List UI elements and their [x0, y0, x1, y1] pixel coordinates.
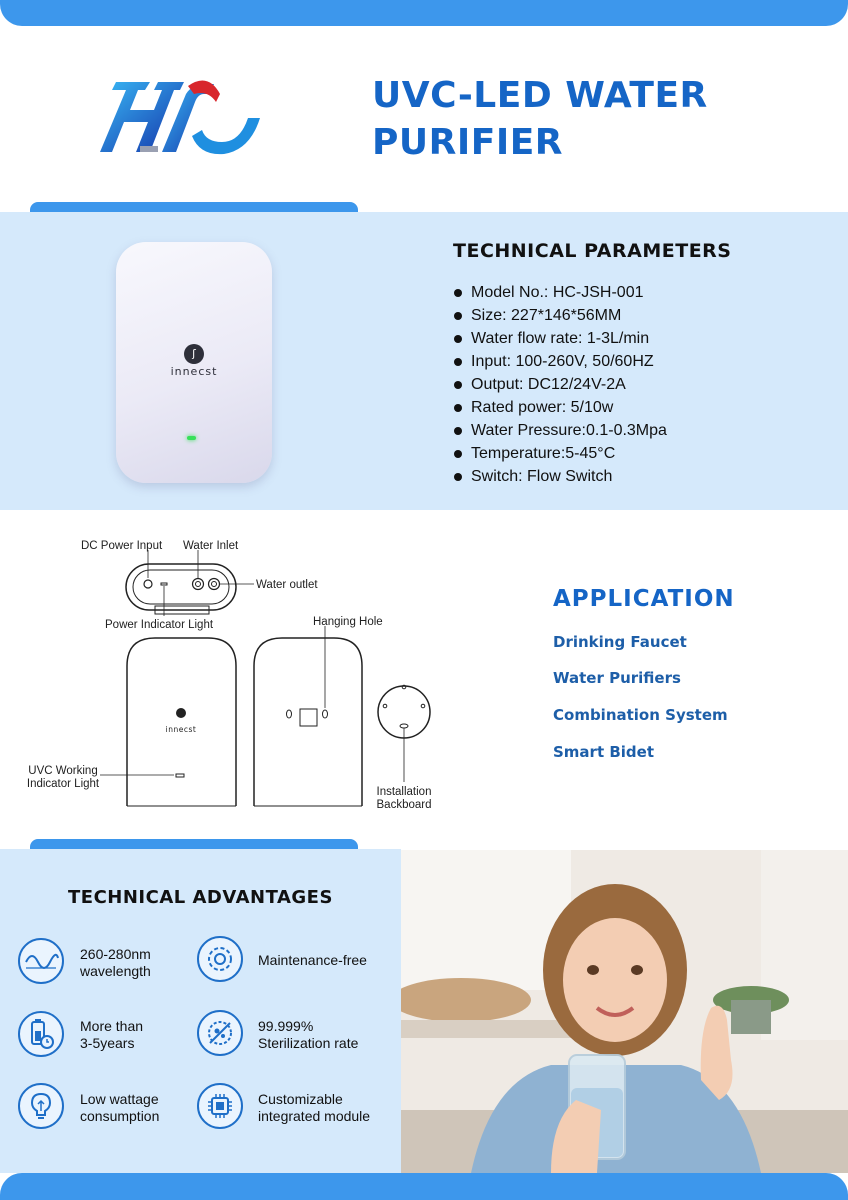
list-item: Input: 100-260V, 50/60HZ — [452, 350, 812, 373]
top-decorative-bar — [0, 0, 848, 26]
parameters-heading: TECHNICAL PARAMETERS — [453, 240, 732, 262]
gear-icon — [197, 936, 243, 982]
page-title — [372, 72, 812, 166]
list-item: Switch: Flow Switch — [452, 465, 812, 488]
list-item: Model No.: HC-JSH-001 — [452, 281, 812, 304]
label-dc-power-input: DC Power Input — [81, 540, 163, 552]
lightbulb-icon — [18, 1083, 64, 1129]
advantage-wavelength — [80, 946, 151, 980]
application-item: Drinking Faucet — [553, 633, 687, 651]
list-item: Output: DC12/24V-2A — [452, 373, 812, 396]
label-line: Installation — [376, 786, 432, 798]
advantage-line: consumption — [80, 1108, 160, 1124]
bottom-decorative-bar — [0, 1173, 848, 1200]
advantages-heading: TECHNICAL ADVANTAGES — [68, 887, 333, 908]
no-bacteria-icon — [197, 1010, 243, 1056]
advantage-customizable — [258, 1091, 370, 1125]
label-line: UVC Working — [28, 765, 98, 777]
list-item: Rated power: 5/10w — [452, 396, 812, 419]
list-item: Water Pressure:0.1-0.3Mpa — [452, 419, 812, 442]
advantage-line: 99.999% — [258, 1018, 314, 1034]
list-item: Size: 227*146*56MM — [452, 304, 812, 327]
wave-icon — [18, 938, 64, 984]
chip-icon — [197, 1083, 243, 1129]
power-led — [187, 436, 196, 440]
advantage-sterilization — [258, 1018, 358, 1052]
device-photo — [116, 242, 272, 483]
label-water-inlet: Water Inlet — [183, 540, 239, 552]
list-item: Temperature:5-45°C — [452, 442, 812, 465]
application-item: Combination System — [553, 706, 728, 724]
advantage-line: integrated module — [258, 1108, 371, 1124]
title-line-1: UVC-LED WATER — [372, 75, 708, 116]
application-item: Smart Bidet — [553, 743, 655, 761]
advantage-maintenance — [258, 952, 367, 969]
advantage-low-wattage — [80, 1091, 159, 1125]
label-hanging-hole: Hanging Hole — [313, 616, 383, 628]
advantage-lifetime — [80, 1018, 143, 1052]
list-item: Water flow rate: 1-3L/min — [452, 327, 812, 350]
girl-drinking-photo — [401, 850, 848, 1173]
title-line-2: PURIFIER — [372, 122, 564, 163]
advantage-line: Customizable — [258, 1091, 343, 1107]
label-water-outlet: Water outlet — [256, 579, 318, 591]
parameters-list — [452, 281, 812, 488]
advantage-line: Maintenance-free — [258, 952, 367, 968]
application-item: Water Purifiers — [553, 669, 681, 687]
application-heading: APPLICATION — [553, 586, 735, 612]
label-installation-backboard — [368, 786, 440, 812]
label-line: Indicator Light — [26, 778, 100, 790]
advantage-line: Sterilization rate — [258, 1035, 359, 1051]
label-power-indicator: Power Indicator Light — [105, 619, 214, 631]
battery-clock-icon — [18, 1011, 64, 1057]
diagram-brand-text: innecst — [165, 725, 197, 734]
device-brand-text: innecst — [170, 365, 218, 378]
advantage-line: 260-280nm — [80, 946, 151, 962]
hc-logo-icon — [92, 76, 264, 158]
label-uvc-working-indicator — [23, 765, 103, 791]
innecst-logo-icon: ʃ — [184, 344, 204, 364]
advantage-line: Low wattage — [80, 1091, 159, 1107]
advantage-line: More than — [80, 1018, 144, 1034]
advantage-line: 3-5years — [80, 1035, 135, 1051]
label-line: Backboard — [376, 799, 432, 811]
advantage-line: wavelength — [80, 963, 151, 979]
